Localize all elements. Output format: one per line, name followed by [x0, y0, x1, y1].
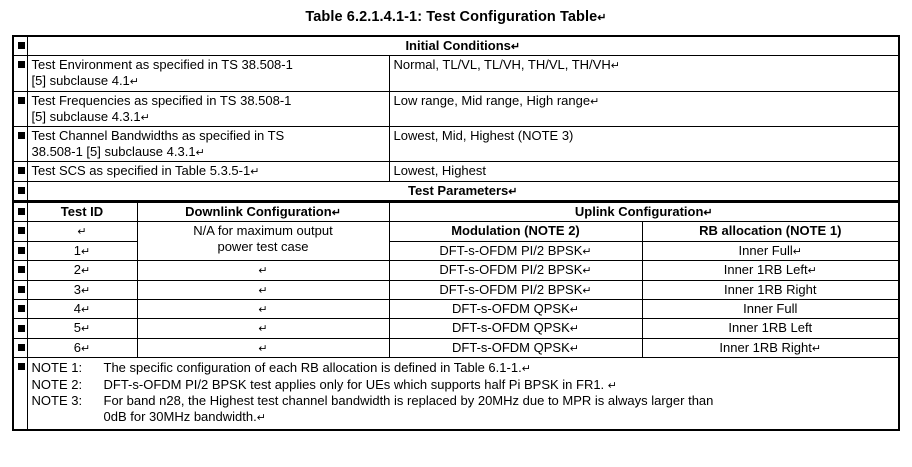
paragraph-mark-icon: ↵: [258, 265, 268, 278]
table-row: [13, 202, 899, 222]
downlink-note-line-1: N/A for maximum output: [193, 223, 333, 239]
paragraph-mark-icon: ↵: [256, 411, 266, 424]
cell-test-id-blank: [27, 222, 137, 241]
table-row: [13, 181, 899, 201]
downlink-note-line-2: power test case: [217, 239, 309, 255]
cell-test-environment-value: [389, 56, 899, 91]
cell-test-id: [27, 261, 137, 280]
square-bullet-icon: [18, 208, 25, 215]
paragraph-mark-icon: ↵: [258, 342, 268, 355]
note-line-1: DFT-s-OFDM PI/2 BPSK test applies only for UEs which supports half Pi BPSK in FR1.: [103, 376, 605, 392]
modulation-text: DFT-s-OFDM PI/2 BPSK: [439, 281, 583, 297]
paragraph-mark-icon: ↵: [811, 342, 822, 355]
cell-test-environment-label: [27, 56, 389, 91]
section-header-text: Test Parameters: [408, 182, 509, 198]
square-bullet-icon: [18, 266, 25, 273]
cell-test-id: [27, 338, 137, 357]
column-header-text: RB allocation (NOTE 1): [699, 223, 842, 239]
table-row: [13, 222, 899, 241]
rb-allocation-text: Inner 1RB Left: [723, 262, 808, 278]
row-bullet: [13, 261, 27, 280]
label-line-2: [5] subclause 4.3.1: [31, 108, 141, 124]
row-bullet: [13, 91, 27, 126]
cell-rb-allocation: [642, 280, 899, 299]
cell-rb-allocation: [642, 319, 899, 338]
cell-test-id: [27, 241, 137, 260]
cell-test-scs-value: [389, 162, 899, 181]
paragraph-mark-icon: ↵: [81, 323, 91, 336]
cell-test-scs-label: [27, 162, 389, 181]
value-text: Lowest, Highest: [393, 163, 486, 179]
note-label: NOTE 2:: [31, 376, 83, 392]
paragraph-mark-icon: ↵: [582, 284, 592, 297]
paragraph-mark-icon: ↵: [258, 323, 268, 336]
label-line-1: Test SCS as specified in Table 5.3.5-1: [31, 163, 251, 179]
cell-downlink-blank: [137, 338, 389, 357]
rb-allocation-text: Inner Full: [738, 242, 793, 258]
note-line-2: 0dB for 30MHz bandwidth.: [103, 408, 257, 424]
value-text: Lowest, Mid, Highest (NOTE 3): [393, 127, 574, 143]
note-line-1: The specific configuration of each RB allocation is defined in Table 6.1-1.: [103, 360, 522, 376]
note-line-1: For band n28, the Highest test channel bandwidth is replaced by 20MHz due to MPR is always larger than: [103, 393, 714, 409]
note-text: [104, 393, 895, 409]
cell-modulation: [389, 280, 642, 299]
modulation-text: DFT-s-OFDM PI/2 BPSK: [439, 242, 583, 258]
note-3-continuation: [32, 409, 895, 425]
note-text: [104, 377, 895, 393]
test-id-text: 1: [73, 242, 81, 258]
section-header-initial-conditions: [27, 36, 899, 56]
square-bullet-icon: [18, 187, 25, 194]
paragraph-mark-icon: ↵: [807, 265, 817, 278]
square-bullet-icon: [18, 42, 25, 49]
square-bullet-icon: [18, 132, 25, 139]
square-bullet-icon: [18, 227, 25, 234]
paragraph-mark-icon: ↵: [77, 226, 87, 239]
square-bullet-icon: [18, 247, 25, 254]
cell-downlink-blank: [137, 280, 389, 299]
column-header-text: Downlink Configuration: [185, 204, 332, 220]
rb-allocation-text: Inner 1RB Right: [719, 339, 812, 355]
label-line-2: [5] subclause 4.1: [31, 73, 130, 89]
column-header-modulation: [389, 222, 642, 241]
paragraph-mark-icon: ↵: [582, 265, 592, 278]
rb-allocation-text: Inner 1RB Left: [728, 320, 813, 336]
row-bullet: [13, 56, 27, 91]
label-line-1: Test Environment as specified in TS 38.508-1: [31, 57, 293, 73]
test-parameters-table: [12, 201, 900, 431]
cell-modulation: [389, 338, 642, 357]
note-label: NOTE 3:: [31, 393, 83, 409]
paragraph-mark-icon: ↵: [569, 304, 579, 317]
row-bullet: [13, 338, 27, 357]
paragraph-mark-icon: ↵: [590, 95, 600, 108]
column-header-rb-allocation: [642, 222, 899, 241]
section-header-test-parameters: [27, 181, 899, 201]
cell-test-id: [27, 300, 137, 319]
paragraph-mark-icon: ↵: [582, 245, 592, 258]
paragraph-mark-icon: ↵: [607, 379, 618, 392]
square-bullet-icon: [18, 305, 25, 312]
square-bullet-icon: [18, 61, 25, 68]
square-bullet-icon: [18, 286, 25, 293]
row-bullet: [13, 181, 27, 201]
value-text: Low range, Mid range, High range: [393, 92, 591, 108]
paragraph-mark-icon: ↵: [510, 41, 521, 53]
table-row: [13, 280, 899, 299]
note-1: [32, 360, 895, 376]
paragraph-mark-icon: ↵: [258, 304, 268, 317]
note-text: [104, 360, 895, 376]
table-row: [13, 319, 899, 338]
row-bullet: [13, 36, 27, 56]
test-id-text: 6: [73, 339, 81, 355]
paragraph-mark-icon: ↵: [81, 265, 91, 278]
value-text: Normal, TL/VL, TL/VH, TH/VL, TH/VH: [393, 57, 611, 73]
modulation-text: DFT-s-OFDM QPSK: [452, 320, 570, 336]
test-configuration-table: [12, 35, 900, 202]
table-row: [13, 36, 899, 56]
page-title: [0, 0, 912, 35]
column-header-uplink-configuration: [389, 202, 899, 222]
paragraph-mark-icon: ↵: [81, 245, 91, 258]
test-id-text: 4: [73, 301, 81, 317]
paragraph-mark-icon: ↵: [81, 284, 91, 297]
modulation-text: DFT-s-OFDM QPSK: [452, 301, 570, 317]
column-header-downlink-configuration: [137, 202, 389, 222]
paragraph-mark-icon: ↵: [569, 342, 579, 355]
modulation-text: DFT-s-OFDM QPSK: [452, 339, 570, 355]
row-bullet: [13, 241, 27, 260]
cell-modulation: [389, 319, 642, 338]
cell-downlink-blank: [137, 261, 389, 280]
cell-downlink-blank: [137, 300, 389, 319]
square-bullet-icon: [18, 344, 25, 351]
cell-test-frequencies-label: [27, 91, 389, 126]
cell-rb-allocation: [642, 300, 899, 319]
rb-allocation-text: Inner Full: [743, 301, 798, 317]
modulation-text: DFT-s-OFDM PI/2 BPSK: [439, 262, 583, 278]
table-container: [0, 35, 912, 431]
cell-modulation: [389, 300, 642, 319]
row-bullet: [13, 300, 27, 319]
column-header-text: Modulation (NOTE 2): [451, 223, 580, 239]
paragraph-mark-icon: ↵: [792, 245, 802, 258]
table-row: [13, 91, 899, 126]
row-bullet: [13, 280, 27, 299]
row-bullet: [13, 358, 27, 431]
paragraph-mark-icon: ↵: [569, 323, 579, 336]
table-row: [13, 56, 899, 91]
square-bullet-icon: [18, 167, 25, 174]
row-bullet: [13, 319, 27, 338]
notes-cell: [27, 358, 899, 431]
paragraph-mark-icon: ↵: [250, 166, 260, 179]
row-bullet: [13, 126, 27, 161]
cell-test-id: [27, 319, 137, 338]
paragraph-mark-icon: ↵: [129, 76, 140, 89]
cell-modulation: [389, 261, 642, 280]
table-row-notes: [13, 358, 899, 431]
paragraph-mark-icon: ↵: [521, 363, 531, 376]
paragraph-mark-icon: ↵: [81, 342, 91, 355]
test-id-text: 2: [73, 262, 81, 278]
table-row: [13, 162, 899, 181]
paragraph-mark-icon: ↵: [597, 12, 607, 24]
test-id-text: 3: [73, 281, 81, 297]
cell-downlink-blank: [137, 319, 389, 338]
cell-rb-allocation: [642, 241, 899, 260]
table-row: [13, 338, 899, 357]
column-header-text: Test ID: [60, 204, 104, 220]
paragraph-mark-icon: ↵: [508, 185, 518, 198]
cell-test-channel-bandwidths-value: [389, 126, 899, 161]
paragraph-mark-icon: ↵: [610, 60, 620, 73]
label-line-1: Test Frequencies as specified in TS 38.508-1: [31, 92, 292, 108]
paragraph-mark-icon: ↵: [81, 304, 91, 317]
row-bullet: [13, 202, 27, 222]
paragraph-mark-icon: ↵: [258, 284, 268, 297]
cell-rb-allocation: [642, 338, 899, 357]
column-header-text: Uplink Configuration: [574, 204, 704, 220]
rb-allocation-text: Inner 1RB Right: [724, 281, 817, 297]
cell-test-channel-bandwidths-label: [27, 126, 389, 161]
note-2: [32, 377, 895, 393]
cell-downlink-note: [137, 222, 389, 261]
square-bullet-icon: [18, 97, 25, 104]
table-row: [13, 261, 899, 280]
page-title-text: Table 6.2.1.4.1-1: Test Configuration Table: [305, 9, 598, 25]
paragraph-mark-icon: ↵: [703, 207, 713, 220]
row-bullet: [13, 162, 27, 181]
column-header-test-id: [27, 202, 137, 222]
note-3: [32, 393, 895, 409]
label-line-1: Test Channel Bandwidths as specified in TS: [31, 127, 285, 143]
cell-rb-allocation: [642, 261, 899, 280]
paragraph-mark-icon: ↵: [331, 207, 341, 220]
section-header-text: Initial Conditions: [405, 38, 511, 53]
square-bullet-icon: [18, 325, 25, 332]
table-row: [13, 126, 899, 161]
label-line-2: 38.508-1 [5] subclause 4.3.1: [31, 143, 196, 159]
table-row: [13, 300, 899, 319]
paragraph-mark-icon: ↵: [195, 146, 205, 159]
row-bullet: [13, 222, 27, 241]
test-id-text: 5: [73, 320, 81, 336]
cell-test-frequencies-value: [389, 91, 899, 126]
paragraph-mark-icon: ↵: [140, 111, 150, 124]
cell-modulation: [389, 241, 642, 260]
square-bullet-icon: [18, 363, 25, 370]
note-label: NOTE 1:: [31, 360, 83, 376]
cell-test-id: [27, 280, 137, 299]
